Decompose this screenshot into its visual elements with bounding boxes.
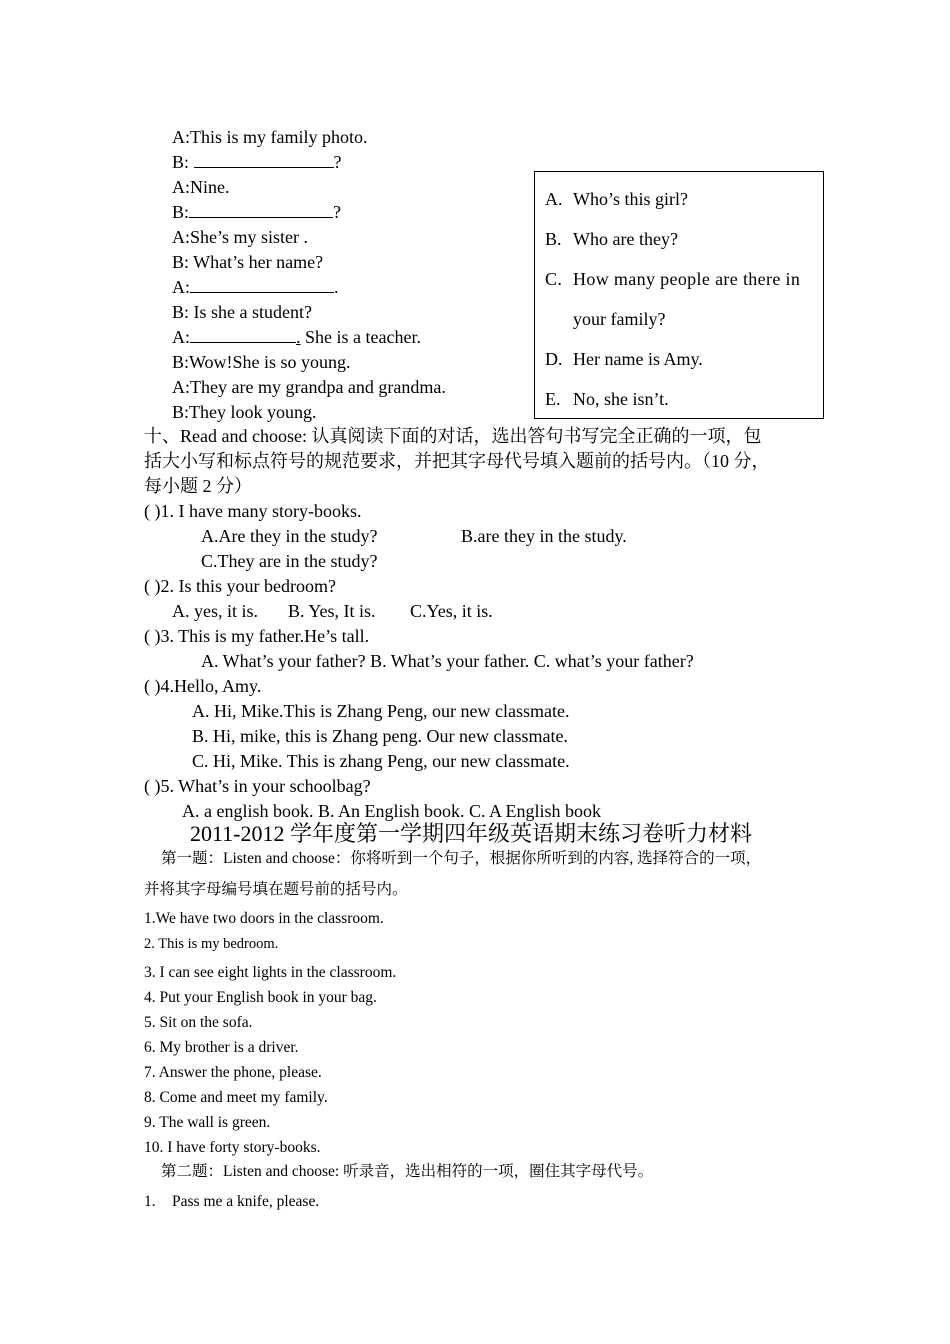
part2-item-text: Pass me a knife, please.: [172, 1193, 320, 1210]
dialogue-line-4: [172, 201, 341, 223]
question-3-options: A. What’s your father? B. What’s your father. C. what’s your father?: [201, 651, 694, 671]
question-mark: ?: [333, 152, 342, 172]
listening-item: 6. My brother is a driver.: [144, 1039, 299, 1056]
dialogue-line-9: [172, 326, 421, 348]
period: .: [296, 327, 301, 347]
listening-item: 10. I have forty story-books.: [144, 1139, 321, 1156]
speaker-a: A:: [172, 277, 190, 297]
dialogue-line-7: [172, 276, 339, 298]
dialogue-line-11: A:They are my grandpa and grandma.: [172, 377, 446, 397]
dialogue-line-6: B: What’s her name?: [172, 252, 324, 272]
question-5: ( )5. What’s in your schoolbag?: [144, 776, 371, 796]
dialogue-line-3: A:Nine.: [172, 177, 230, 197]
section10-instruction-2: 括大小写和标点符号的规范要求，并把其字母代号填入题前的括号内。（10 分，: [144, 451, 770, 471]
listening-title: 2011-2012 学年度第一学期四年级英语期末练习卷听力材料: [190, 821, 753, 846]
dialogue-line-1: A:This is my family photo.: [172, 127, 368, 147]
options-box: [534, 171, 824, 419]
speaker-b: B:: [172, 152, 194, 172]
question-4-option-c: C. Hi, Mike. This is zhang Peng, our new classmate.: [192, 751, 570, 771]
part2-item-1: [144, 1192, 319, 1212]
question-1-option-b: B.are they in the study.: [461, 526, 627, 546]
answer-blank[interactable]: [189, 201, 333, 218]
dialogue-line-2: [172, 151, 342, 173]
listening-item: 4. Put your English book in your bag.: [144, 989, 377, 1006]
part2-item-number: 1.: [144, 1193, 156, 1210]
option-d: D. Her name is Amy.: [545, 349, 703, 369]
answer-blank[interactable]: [190, 276, 334, 293]
part1-instruction-2: 并将其字母编号填在题号前的括号内。: [144, 881, 408, 898]
listening-item: 9. The wall is green.: [144, 1114, 271, 1131]
question-mark: ?: [333, 202, 342, 222]
dialogue-line-5: A:She’s my sister .: [172, 227, 309, 247]
answer-blank[interactable]: [194, 151, 334, 168]
option-a: A. Who’s this girl?: [545, 189, 688, 209]
teacher-text: She is a teacher.: [300, 327, 421, 347]
listening-item: 3. I can see eight lights in the classroom.: [144, 964, 397, 981]
answer-blank[interactable]: [190, 326, 296, 343]
question-1-option-a: A.Are they in the study?: [201, 526, 378, 546]
question-1-option-c: C.They are in the study?: [201, 551, 378, 571]
dialogue-line-12: B:They look young.: [172, 402, 317, 422]
question-1: ( )1. I have many story-books.: [144, 501, 362, 521]
question-5-options: A. a english book. B. An English book. C. A English book: [182, 801, 602, 821]
section10-instruction-3: 每小题 2 分）: [144, 476, 252, 496]
listening-item: 1.We have two doors in the classroom.: [144, 910, 384, 927]
section10-instruction-1: 十、Read and choose: 认真阅读下面的对话，选出答句书写完全正确的一项，包: [144, 426, 762, 446]
listening-item: 2. This is my bedroom.: [144, 936, 279, 952]
question-4-option-b: B. Hi, mike, this is Zhang peng. Our new classmate.: [192, 726, 568, 746]
period: .: [334, 277, 339, 297]
question-4-option-a: A. Hi, Mike.This is Zhang Peng, our new classmate.: [192, 701, 570, 721]
question-4: ( )4.Hello, Amy.: [144, 676, 262, 696]
question-2-option-c: C.Yes, it is.: [410, 601, 493, 621]
question-2-option-a: A. yes, it is.: [172, 601, 259, 621]
option-b: B. Who are they?: [545, 229, 678, 249]
dialogue-line-10: B:Wow!She is so young.: [172, 352, 351, 372]
question-2: ( )2. Is this your bedroom?: [144, 576, 336, 596]
speaker-b: B:: [172, 202, 190, 222]
listening-item: 8. Come and meet my family.: [144, 1089, 328, 1106]
part1-instruction-1: 第一题：Listen and choose：你将听到一个句子，根据你所听到的内容, 选择符合的一项，: [161, 850, 762, 867]
speaker-a: A:: [172, 327, 190, 347]
option-c: C. How many people are there in: [545, 269, 801, 289]
question-2-option-b: B. Yes, It is.: [288, 601, 376, 621]
question-3: ( )3. This is my father.He’s tall.: [144, 626, 370, 646]
part2-instruction: 第二题：Listen and choose: 听录音，选出相符的一项，圈住其字母代号。: [161, 1163, 654, 1180]
dialogue-line-8: B: Is she a student?: [172, 302, 312, 322]
listening-item: 7. Answer the phone, please.: [144, 1064, 322, 1081]
option-e: E. No, she isn’t.: [545, 389, 669, 409]
listening-item: 5. Sit on the sofa.: [144, 1014, 253, 1031]
option-c-cont: your family?: [573, 309, 666, 329]
